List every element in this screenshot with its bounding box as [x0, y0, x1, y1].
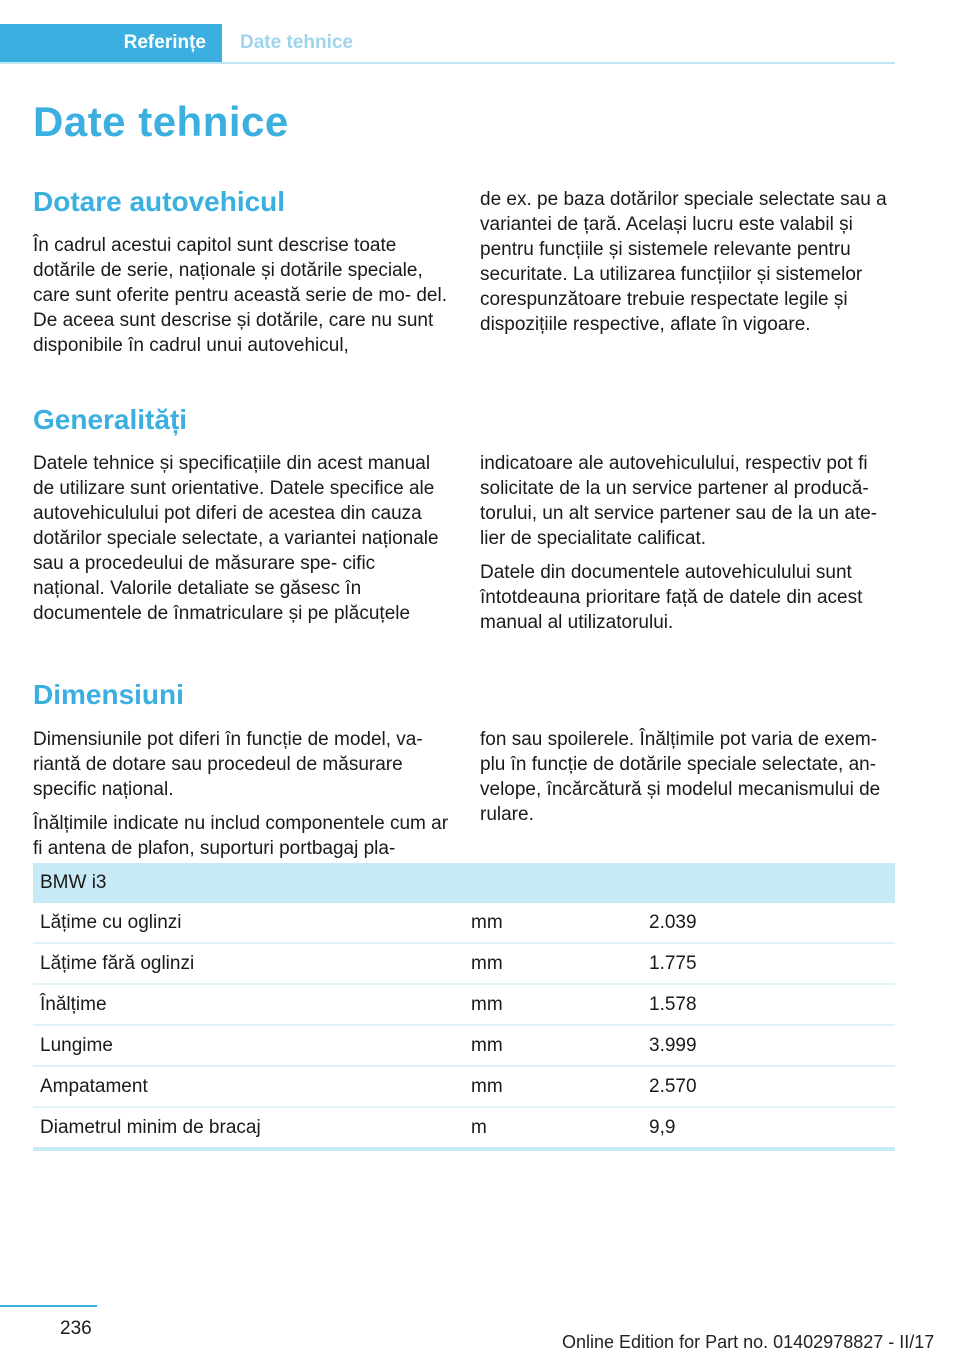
table-row	[33, 1066, 895, 1107]
row-unit: mm	[464, 1066, 642, 1107]
section-title-dimensiuni: Dimensiuni	[33, 679, 184, 710]
section-dimensiuni-right	[480, 727, 898, 836]
table-row	[33, 1025, 895, 1066]
header-bar	[0, 24, 895, 64]
section-title-generalitati: Generalități	[33, 404, 188, 435]
paragraph: fon sau spoilerele. Înălțimile pot varia de exem‐ plu în funcție de dotările speciale selectate, an‐ velope, încărcătură și modelul mecanismului de rulare.	[480, 729, 881, 825]
section-generalitati-left	[33, 451, 451, 635]
section-dotare-left	[33, 233, 451, 367]
row-label: Diametrul minim de bracaj	[33, 1107, 464, 1149]
row-value: 1.578	[642, 984, 895, 1025]
row-unit: mm	[464, 984, 642, 1025]
paragraph: Înălțimile indicate nu includ componentele cum ar fi antena de plafon, suporturi portbagaj pla‐	[33, 813, 449, 859]
table-header-cell: BMW i3	[33, 863, 895, 903]
paragraph: În cadrul acestui capitol sunt descrise toate dotările de serie, naționale și dotările speciale, care sunt oferite pentru această serie de mo‐ del. De aceea sunt descrise și dotările, care nu sunt disponibile în cadrul unui autovehicul,	[33, 235, 448, 356]
row-value: 3.999	[642, 1025, 895, 1066]
page-title: Date tehnice	[33, 98, 289, 145]
row-value: 1.775	[642, 943, 895, 984]
dimensions-table	[33, 863, 895, 1151]
section-generalitati-right	[480, 451, 898, 644]
paragraph: Datele din documentele autovehiculului sunt întotdeauna prioritare față de datele din acest manual al utilizatorului.	[480, 562, 863, 633]
row-unit: mm	[464, 1025, 642, 1066]
footer-divider	[0, 1305, 97, 1307]
tab-referinte[interactable]: Referințe	[0, 24, 222, 62]
paragraph: Dimensiunile pot diferi în funcție de model, va‐ riantă de dotare sau procedeul de măsurare specific național.	[33, 729, 423, 800]
table-header-row	[33, 863, 895, 903]
section-title-dotare: Dotare autovehicul	[33, 186, 286, 217]
row-label: Lățime cu oglinzi	[33, 903, 464, 943]
tab-date-tehnice[interactable]: Date tehnice	[240, 32, 353, 53]
paragraph: Datele tehnice și specificațiile din acest manual de utilizare sunt orientative. Datele specifice ale autovehiculului pot diferi de acestea din cauza dotărilor speciale selectate, a variantei naționale sau a procedeului de măsurare spe‐ cific național. Valorile detaliate se găsesc în documentele de înmatriculare și pe plăcuțele	[33, 453, 439, 624]
edition-footer: Online Edition for Part no. 01402978827 - II/17	[562, 1332, 935, 1352]
row-unit: m	[464, 1107, 642, 1149]
section-dotare-right	[480, 187, 898, 346]
row-unit: mm	[464, 903, 642, 943]
table-row	[33, 943, 895, 984]
paragraph: de ex. pe baza dotărilor speciale selectate sau a variantei de țară. Același lucru este valabil și pentru funcțiile și sistemele relevante pentru securitate. La utilizarea funcțiilor și sistemelor corespunzătoare trebuie respectate legile și dispozițiile respective, aflate în vigoare.	[480, 189, 887, 335]
paragraph: indicatoare ale autovehiculului, respectiv pot fi solicitate de la un service partener al producă‐ torului, un alt service partener sau de la un ate‐ lier de specialitate calificat.	[480, 453, 878, 549]
table-row	[33, 903, 895, 943]
table-row	[33, 984, 895, 1025]
row-label: Lungime	[33, 1025, 464, 1066]
row-value: 2.039	[642, 903, 895, 943]
row-unit: mm	[464, 943, 642, 984]
section-dimensiuni-left	[33, 727, 451, 870]
row-label: Lățime fără oglinzi	[33, 943, 464, 984]
row-value: 2.570	[642, 1066, 895, 1107]
row-value: 9,9	[642, 1107, 895, 1149]
page-number: 236	[60, 1318, 92, 1339]
row-label: Ampatament	[33, 1066, 464, 1107]
row-label: Înălțime	[33, 984, 464, 1025]
table-row	[33, 1107, 895, 1149]
